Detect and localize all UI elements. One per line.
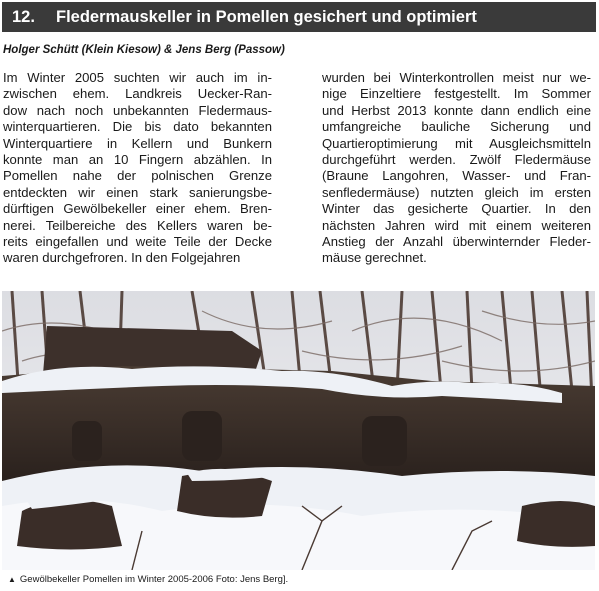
body-line: Winterquartiere in Kellern und Bunkern [3, 135, 272, 151]
authors-line: Holger Schütt (Klein Kiesow) & Jens Berg (Passow) [3, 44, 285, 56]
photo-vaulted-cellar [2, 291, 595, 570]
body-line: Pomellen nahe der polnischen Grenze [3, 168, 272, 184]
body-line: reits eingefallen und weite Teile der Decke [3, 234, 272, 250]
body-line: senfledermäuse) nutzten gleich im ersten [322, 184, 591, 200]
body-line: nächsten Jahren wird mit einem weiteren [322, 217, 591, 233]
body-line: Quartieroptimierung mit Ausgleichsmitteln [322, 135, 591, 151]
body-column-right [322, 70, 591, 267]
body-line: Im Winter 2005 suchten wir auch im in- [3, 70, 272, 85]
body-line: nige Einzeltiere festgestellt. Im Sommer [322, 86, 591, 102]
body-line: mäuse gerechnet. [322, 250, 427, 266]
caption-marker-icon: ▲ [8, 575, 16, 584]
photo-caption [8, 574, 288, 585]
body-line: umfangreiche bauliche Sicherung und [322, 119, 591, 135]
body-line: wurden bei Winterkontrollen meist nur we- [322, 70, 591, 85]
body-line: winterquartieren. Die bis dato bekannten [3, 119, 272, 135]
body-line: konnte man an 10 Fingern abzählen. In [3, 152, 272, 168]
section-header [2, 2, 596, 32]
caption-text: Gewölbekeller Pomellen im Winter 2005-2006 Foto: Jens Berg]. [19, 574, 289, 585]
body-line: dürftigen Gewölbekeller einer ehem. Bren- [3, 201, 272, 217]
body-line: Anstieg der Anzahl überwinternder Fleder- [322, 234, 591, 250]
body-line: durchgeführt werden. Zwölf Fledermäuse [322, 152, 591, 168]
section-title: Fledermauskeller in Pomellen gesichert und optimiert [56, 7, 477, 26]
body-line: waren durchgefroren. In den Folgejahren [3, 250, 241, 266]
body-line: nerei. Teilbereiche des Kellers waren be- [3, 217, 272, 233]
body-line: dow nach noch unbekannten Fledermaus- [3, 102, 272, 118]
body-line: zwischen ehem. Landkreis Uecker-Ran- [3, 86, 272, 102]
body-line: und Herbst 2013 konnte dann endlich eine [322, 102, 591, 118]
body-line: (Braune Langohren, Wasser- und Fran- [322, 168, 591, 184]
body-line: entdeckten wir einen stark sanierungsbe- [3, 184, 272, 200]
section-number: 12. [12, 7, 35, 26]
body-line: Winter das gesicherte Quartier. In den [322, 201, 591, 217]
body-column-left [3, 70, 272, 267]
